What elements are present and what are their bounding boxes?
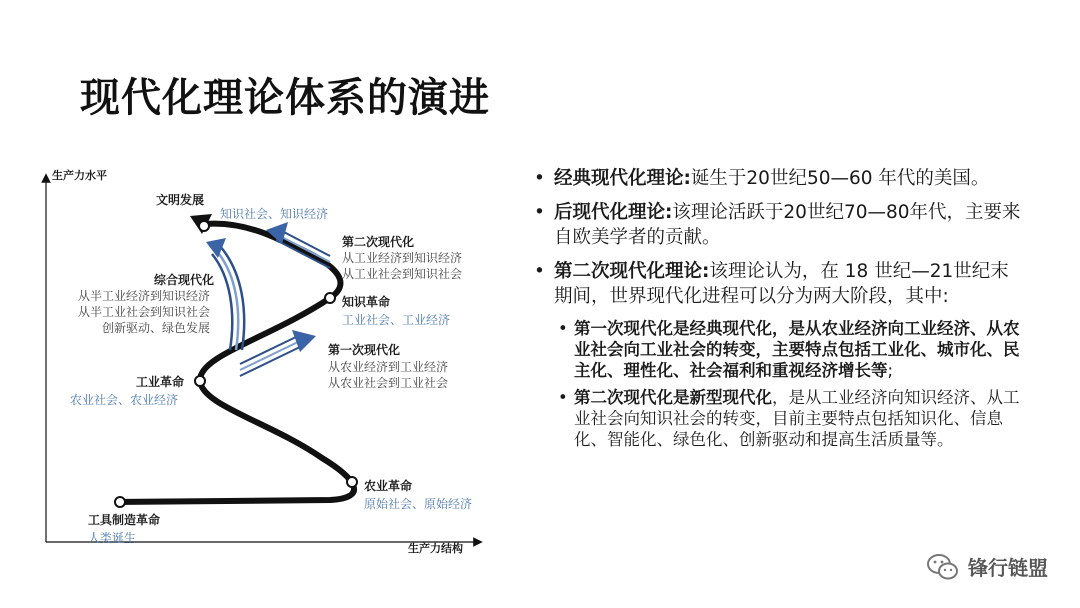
bullet-second bbox=[532, 259, 1022, 309]
bullet-second-term: 第二次现代化理论: bbox=[554, 261, 710, 282]
stage-tool-desc: 人类诞生 bbox=[88, 531, 137, 545]
node-tool bbox=[115, 497, 125, 507]
sub-bullet-second-tail: ，是从工业经济向知识经济、从工业社会向知识社会的转变，目前主要特点包括知识化、信息化、智能化、绿色化、创新驱动和提高生活质量等。 bbox=[574, 388, 1020, 449]
bullet-post-text: 该理论活跃于20世纪70—80年代，主要来自欧美学者的贡献。 bbox=[554, 202, 1021, 248]
node-knowledge bbox=[325, 293, 335, 303]
bullet-second-text: 该理论认为，在 18 世纪—21世纪末期间，世界现代化进程可以分为两大阶段，其中: bbox=[554, 261, 1009, 307]
node-agri bbox=[347, 477, 357, 487]
bullet-classic-term: 经典现代化理论: bbox=[554, 168, 691, 189]
node-civilization bbox=[199, 221, 209, 231]
stage-industrial-name: 工业革命 bbox=[136, 375, 185, 389]
brand-name: 锋行链盟 bbox=[968, 556, 1048, 580]
stage-knowledge-desc: 工业社会、工业经济 bbox=[342, 313, 451, 327]
modernization-diagram bbox=[30, 160, 510, 580]
integrated-mod-line2: 从半工业社会到知识社会 bbox=[78, 305, 211, 319]
y-axis-label: 生产力水平 bbox=[52, 169, 107, 182]
stage-tool-name: 工具制造革命 bbox=[88, 513, 161, 527]
wechat-icon bbox=[926, 553, 960, 581]
brand-watermark bbox=[926, 552, 1048, 581]
bullet-classic bbox=[532, 166, 1022, 191]
sub-bullet-first-tail: ; bbox=[887, 361, 894, 380]
node-industrial bbox=[195, 376, 205, 386]
integrated-mod-arrow bbox=[206, 238, 244, 350]
stage-agri-desc: 原始社会、原始经济 bbox=[364, 497, 473, 511]
page-title: 现代化理论体系的演进 bbox=[80, 75, 490, 121]
bullet-post bbox=[532, 200, 1022, 250]
sub-bullet-first bbox=[554, 318, 1022, 381]
bullet-classic-text: 诞生于20世纪50—60 年代的美国。 bbox=[690, 168, 990, 189]
evolution-curve bbox=[120, 224, 354, 502]
second-mod-line2: 从工业社会到知识社会 bbox=[342, 267, 463, 281]
integrated-mod-line1: 从半工业经济到知识经济 bbox=[78, 289, 211, 303]
first-mod-line2: 从农业社会到工业社会 bbox=[328, 376, 449, 390]
stage-civilization-desc: 知识社会、知识经济 bbox=[220, 207, 329, 221]
stage-agri-name: 农业革命 bbox=[364, 479, 413, 493]
first-mod-arrow bbox=[240, 330, 316, 376]
stage-knowledge-name: 知识革命 bbox=[342, 295, 391, 309]
sub-bullet-first-lead: 第一次现代化是经典现代化，是从农业经济向工业经济、从农业社会向工业社会的转变，主要特点包括工业化、城市化、民主化、理性化、社会福利和重视经济增长等 bbox=[574, 319, 1020, 380]
integrated-mod-title: 综合现代化 bbox=[154, 273, 215, 287]
theory-bullet-list bbox=[532, 166, 1022, 456]
x-axis-label: 生产力结构 bbox=[408, 542, 463, 555]
bullet-post-term: 后现代化理论: bbox=[554, 202, 673, 223]
first-mod-line1: 从农业经济到工业经济 bbox=[328, 360, 449, 374]
sub-bullet-second bbox=[554, 387, 1022, 450]
stage-civilization-name: 文明发展 bbox=[156, 193, 205, 207]
first-mod-title: 第一次现代化 bbox=[328, 343, 401, 357]
second-mod-line1: 从工业经济到知识经济 bbox=[342, 251, 463, 265]
second-mod-title: 第二次现代化 bbox=[342, 235, 415, 249]
integrated-mod-line3: 创新驱动、绿色发展 bbox=[102, 321, 211, 335]
sub-bullet-second-lead: 第二次现代化是新型现代化 bbox=[574, 388, 772, 407]
stage-industrial-desc: 农业社会、农业经济 bbox=[70, 393, 179, 407]
